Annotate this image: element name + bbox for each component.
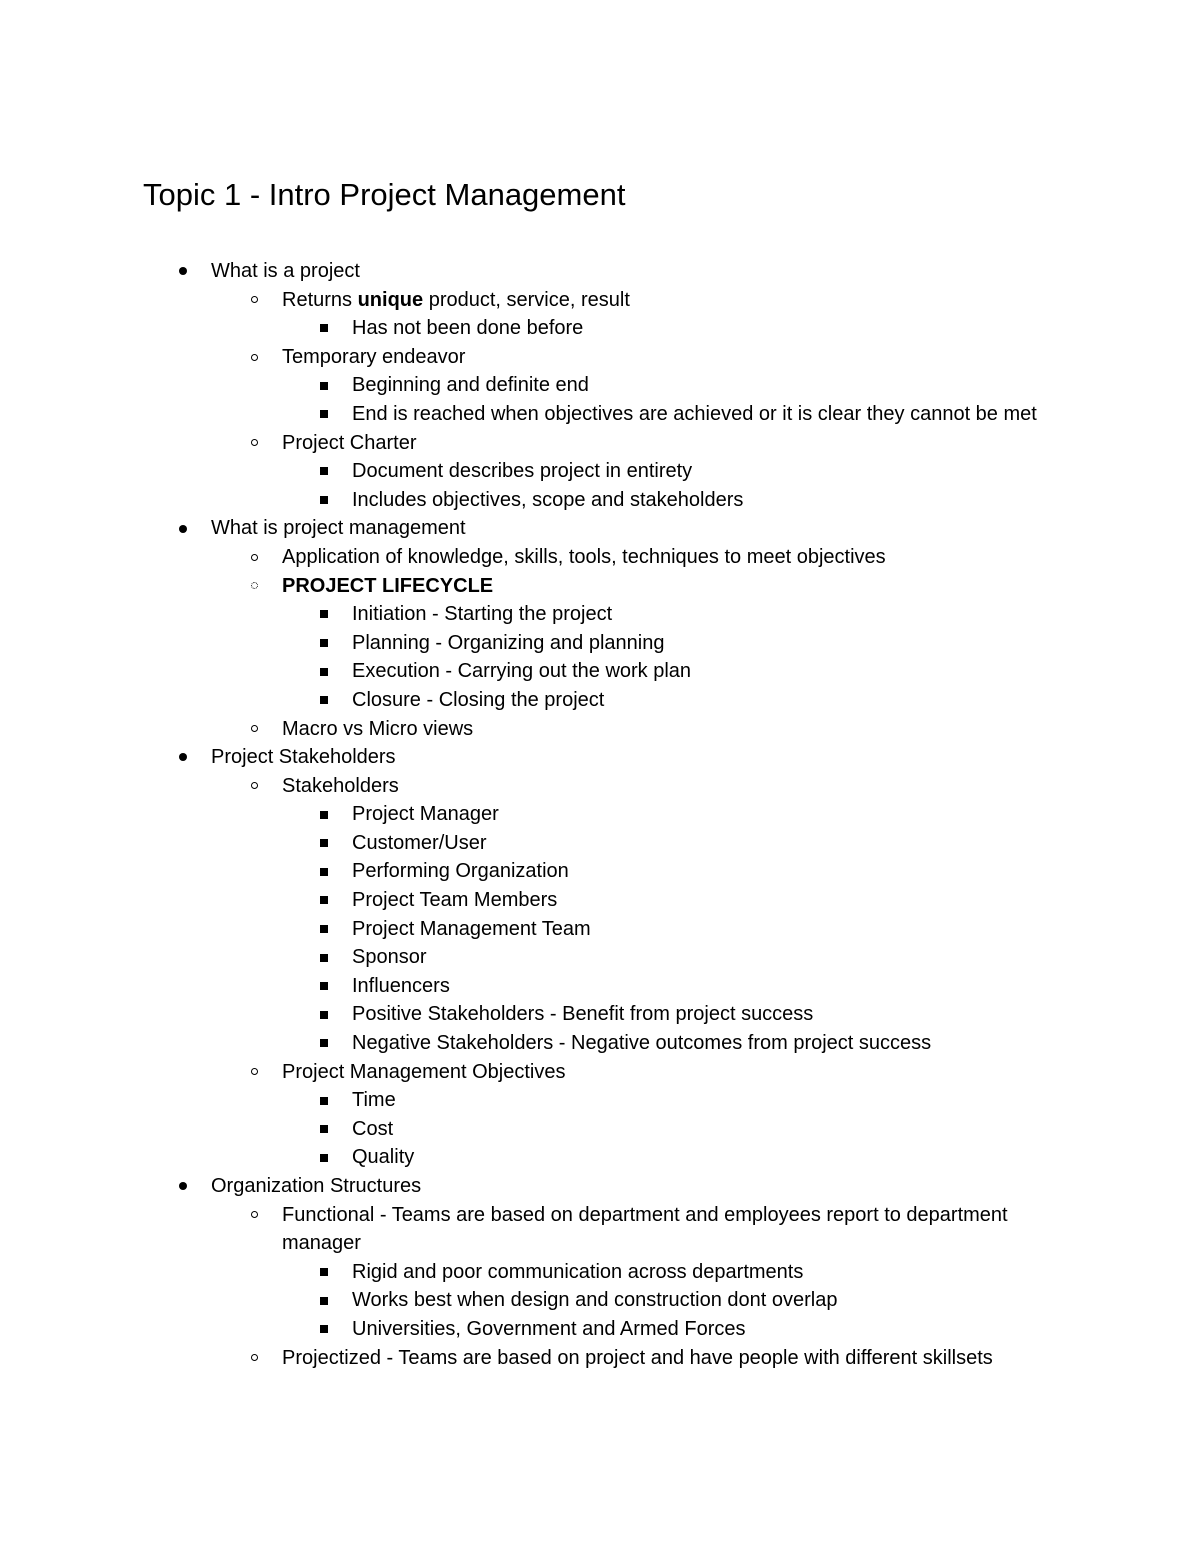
list-item-text: Has not been done before (352, 317, 584, 340)
list-item-text: Project Management Objectives (282, 1060, 566, 1083)
list-item-text: Positive Stakeholders - Benefit from project success (352, 1003, 814, 1026)
list-item (0, 314, 1200, 343)
bullet-marker (316, 600, 332, 629)
list-item-text: Stakeholders (282, 774, 399, 797)
bullet-marker (316, 943, 332, 972)
bullet-circle-icon (251, 1354, 258, 1361)
bullet-marker (175, 1172, 191, 1201)
bullet-dot-icon (179, 267, 187, 275)
page-title: Topic 1 - Intro Project Management (143, 177, 626, 212)
list-item (0, 1115, 1200, 1144)
bullet-marker (316, 1000, 332, 1029)
bullet-circle-icon (251, 554, 258, 561)
list-item (0, 800, 1200, 829)
bullet-marker (175, 743, 191, 772)
bullet-marker (316, 400, 332, 429)
bullet-square-icon (320, 925, 328, 933)
bullet-marker (316, 686, 332, 715)
text-segment: product, service, result (423, 288, 630, 311)
list-item (0, 514, 1200, 543)
bullet-square-icon (320, 982, 328, 990)
list-item (0, 772, 1200, 801)
list-item-text: Project Management Team (352, 917, 591, 940)
bullet-marker (316, 1029, 332, 1058)
bullet-marker (316, 314, 332, 343)
list-item (0, 600, 1200, 629)
list-item-text (282, 286, 1052, 315)
list-item-text: Planning - Organizing and planning (352, 631, 665, 654)
bullet-square-icon (320, 1154, 328, 1162)
bullet-marker (316, 800, 332, 829)
bullet-marker (246, 715, 262, 744)
bullet-square-icon (320, 1125, 328, 1133)
bullet-dot-icon (179, 1182, 187, 1190)
list-item-text: End is reached when objectives are achieved or it is clear they cannot be met (352, 402, 1037, 425)
list-item-text: Time (352, 1089, 396, 1112)
list-item-text: Includes objectives, scope and stakeholders (352, 488, 744, 511)
bullet-circle-icon (251, 296, 258, 303)
list-item-text: Beginning and definite end (352, 374, 589, 397)
bullet-outline (0, 257, 1200, 1372)
list-item (0, 743, 1200, 772)
list-item-text: Execution - Carrying out the work plan (352, 660, 692, 683)
list-item-text: Influencers (352, 974, 450, 997)
bullet-marker (316, 857, 332, 886)
list-item (0, 857, 1200, 886)
list-item-text: Document describes project in entirety (352, 460, 693, 483)
text-segment: Returns (282, 288, 358, 311)
list-item (0, 915, 1200, 944)
list-item (0, 886, 1200, 915)
list-item-text: Application of knowledge, skills, tools, techniques to meet objectives (282, 545, 886, 568)
bullet-square-icon (320, 324, 328, 332)
bullet-circle-icon (251, 725, 258, 732)
list-item-text: Project Charter (282, 431, 417, 454)
bullet-square-icon (320, 610, 328, 618)
bullet-marker (246, 572, 262, 601)
list-item (0, 972, 1200, 1001)
list-item-text: Rigid and poor communication across departments (352, 1260, 804, 1283)
bullet-marker (316, 1115, 332, 1144)
list-item-text: Projectized - Teams are based on project and have people with different skillsets (282, 1346, 993, 1369)
bullet-square-icon (320, 839, 328, 847)
list-item-text: Works best when design and construction dont overlap (352, 1289, 838, 1312)
list-item (0, 1086, 1200, 1115)
list-item (0, 629, 1200, 658)
list-item (0, 486, 1200, 515)
list-item-text: What is project management (211, 517, 466, 540)
bullet-marker (316, 657, 332, 686)
bullet-square-icon (320, 496, 328, 504)
list-item-text: Closure - Closing the project (352, 688, 605, 711)
list-item-text: Project Manager (352, 803, 499, 826)
bullet-marker (246, 1344, 262, 1373)
bullet-marker (316, 1143, 332, 1172)
bullet-marker (316, 1086, 332, 1115)
bullet-marker (316, 1315, 332, 1344)
list-item-text: Functional - Teams are based on department and employees report to department manager (282, 1203, 1008, 1255)
bullet-marker (246, 286, 262, 315)
bullet-square-icon (320, 639, 328, 647)
list-item (0, 1344, 1200, 1373)
list-item (0, 1000, 1200, 1029)
list-item (0, 457, 1200, 486)
bullet-circle-icon (251, 1068, 258, 1075)
list-item-text: Customer/User (352, 831, 487, 854)
list-item (0, 1172, 1200, 1201)
list-item (0, 1029, 1200, 1058)
bullet-square-icon (320, 896, 328, 904)
list-item (0, 715, 1200, 744)
bullet-marker (246, 772, 262, 801)
bullet-marker (316, 886, 332, 915)
bullet-marker (316, 457, 332, 486)
list-item-text: Sponsor (352, 946, 427, 969)
list-item (0, 1201, 1200, 1258)
bullet-square-icon (320, 696, 328, 704)
list-item (0, 1315, 1200, 1344)
bullet-marker (316, 371, 332, 400)
list-item-text: What is a project (211, 260, 360, 282)
list-item-text: Temporary endeavor (282, 345, 466, 368)
bullet-marker (316, 972, 332, 1001)
bold-text: unique (357, 288, 424, 311)
bullet-square-icon (320, 868, 328, 876)
bullet-marker (316, 629, 332, 658)
list-item-text: Cost (352, 1117, 394, 1140)
bullet-marker (246, 429, 262, 458)
bullet-square-icon (320, 1268, 328, 1276)
list-item-text: Quality (352, 1146, 415, 1169)
list-item (0, 543, 1200, 572)
bold-text: PROJECT LIFECYCLE (282, 574, 494, 597)
list-item-text: Macro vs Micro views (282, 717, 474, 740)
bullet-marker (316, 486, 332, 515)
list-item-text: Initiation - Starting the project (352, 603, 613, 626)
list-item (0, 1258, 1200, 1287)
bullet-square-icon (320, 1011, 328, 1019)
bullet-square-icon (320, 954, 328, 962)
bullet-marker (175, 257, 191, 286)
bullet-dot-icon (179, 753, 187, 761)
bullet-marker (316, 1258, 332, 1287)
list-item (0, 572, 1200, 601)
list-item-text: Project Team Members (352, 889, 558, 912)
list-item-text: Negative Stakeholders - Negative outcomes from project success (352, 1032, 932, 1055)
list-item (0, 1286, 1200, 1315)
bullet-marker (246, 343, 262, 372)
bullet-circle-icon (251, 439, 258, 446)
list-item-text: Universities, Government and Armed Forces (352, 1317, 746, 1340)
list-item-text: Organization Structures (211, 1175, 422, 1197)
list-item (0, 686, 1200, 715)
list-item (0, 257, 1200, 286)
list-item-text: Project Stakeholders (211, 746, 396, 769)
bullet-square-icon (320, 1097, 328, 1105)
bullet-dot-icon (179, 525, 187, 533)
list-item (0, 943, 1200, 972)
bullet-marker (316, 915, 332, 944)
list-item-text (282, 572, 1052, 601)
list-item (0, 829, 1200, 858)
bullet-marker (316, 829, 332, 858)
bullet-circle-icon (251, 354, 258, 361)
list-item (0, 1058, 1200, 1087)
list-item (0, 657, 1200, 686)
bullet-marker (316, 1286, 332, 1315)
bullet-square-icon (320, 1039, 328, 1047)
bullet-square-icon (320, 410, 328, 418)
bullet-square-icon (320, 811, 328, 819)
list-item (0, 1143, 1200, 1172)
bullet-circle-icon (251, 582, 258, 589)
bullet-marker (246, 543, 262, 572)
list-item (0, 371, 1200, 400)
bullet-circle-icon (251, 1211, 258, 1218)
bullet-square-icon (320, 467, 328, 475)
bullet-square-icon (320, 668, 328, 676)
list-item (0, 400, 1200, 429)
list-item-text: Performing Organization (352, 860, 569, 883)
bullet-square-icon (320, 1297, 328, 1305)
list-item (0, 429, 1200, 458)
bullet-square-icon (320, 1325, 328, 1333)
list-item (0, 343, 1200, 372)
bullet-marker (246, 1058, 262, 1087)
bullet-square-icon (320, 382, 328, 390)
bullet-circle-icon (251, 782, 258, 789)
bullet-marker (246, 1201, 262, 1230)
bullet-marker (175, 514, 191, 543)
list-item (0, 286, 1200, 315)
